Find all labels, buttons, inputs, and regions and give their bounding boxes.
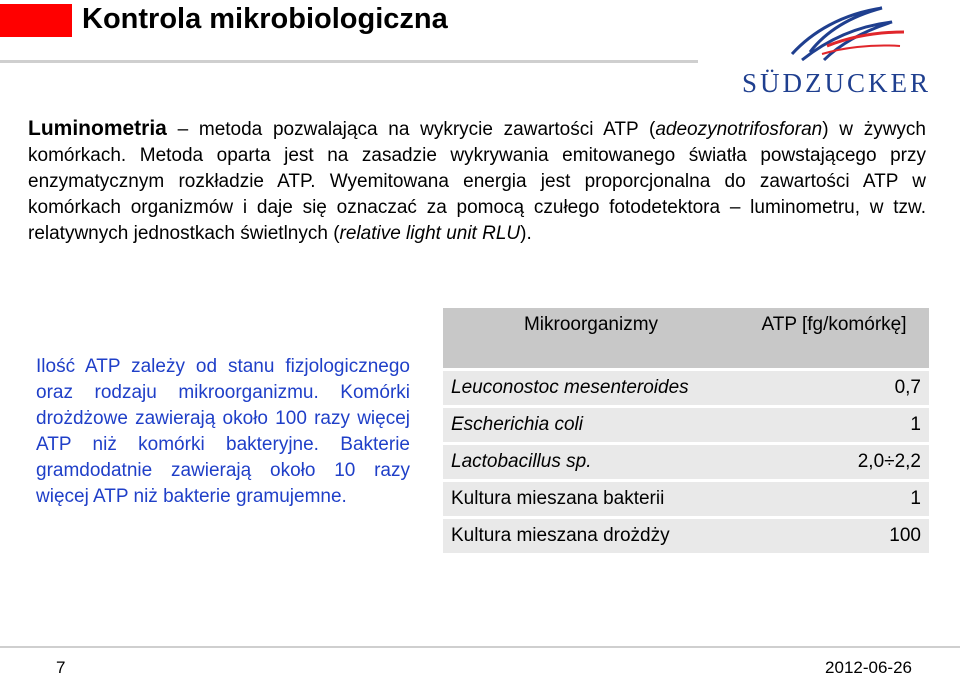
table-cell-organism: Escherichia coli (443, 408, 739, 442)
table-row (443, 445, 929, 479)
table-cell-atp: 100 (739, 519, 929, 553)
table-row (443, 371, 929, 405)
table-header-organisms: Mikroorganizmy (443, 308, 739, 368)
logo-wordmark: SÜDZUCKER (742, 68, 932, 98)
page-title: Kontrola mikrobiologiczna (82, 3, 448, 35)
table-cell-atp: 2,0÷2,2 (739, 445, 929, 479)
table-header-row (443, 308, 929, 368)
title-accent-bar (0, 4, 72, 37)
table-cell-atp: 1 (739, 482, 929, 516)
intro-dash: – (166, 119, 199, 140)
intro-italic-1: adeozynotrifosforan (655, 119, 823, 140)
table-cell-atp: 0,7 (739, 371, 929, 405)
footer-divider (0, 646, 960, 648)
intro-italic-2: relative light unit RLU (339, 223, 521, 244)
table-cell-organism: Leuconostoc mesenteroides (443, 371, 739, 405)
title-bar (0, 0, 698, 58)
page-number: 7 (56, 658, 66, 677)
intro-text-3: ). (520, 223, 532, 244)
table-header-atp: ATP [fg/komórkę] (739, 308, 929, 368)
page-date: 2012-06-26 (825, 658, 912, 677)
title-divider (0, 60, 698, 63)
table-row (443, 482, 929, 516)
table-cell-organism: Kultura mieszana drożdży (443, 519, 739, 553)
intro-text-1: metoda pozwalająca na wykrycie zawartości ATP ( (198, 119, 656, 140)
table-cell-organism: Lactobacillus sp. (443, 445, 739, 479)
table-row (443, 519, 929, 553)
intro-paragraph (28, 116, 926, 247)
logo-swirl-graphic (732, 2, 932, 72)
table-row (443, 408, 929, 442)
intro-term: Luminometria (28, 117, 167, 140)
intro-text-2: ) w żywych komórkach. Metoda oparta jest na zasadzie wykrywania emitowanego światła powstającego przy enzymatycznym rozkładzie ATP. Wyemitowana energia jest proporcjonalna do zawartości ATP w komórkach organizmów i daje się oznaczać za pomocą czułego fotodetektora – luminometru, w tzw. relatywnych jednostkach świetlnych ( (28, 119, 926, 244)
sudzucker-logo-icon (732, 2, 932, 98)
table-cell-atp: 1 (739, 408, 929, 442)
table-cell-organism: Kultura mieszana bakterii (443, 482, 739, 516)
atp-table (443, 305, 929, 556)
side-note: Ilość ATP zależy od stanu fizjologicznego oraz rodzaju mikroorganizmu. Komórki drożdżowe zawierają około 100 razy więcej ATP niż komórki bakteryjne. Bakterie gramdodatnie zawierają około 10 razy więcej ATP niż bakterie gramujemne. (36, 356, 410, 507)
